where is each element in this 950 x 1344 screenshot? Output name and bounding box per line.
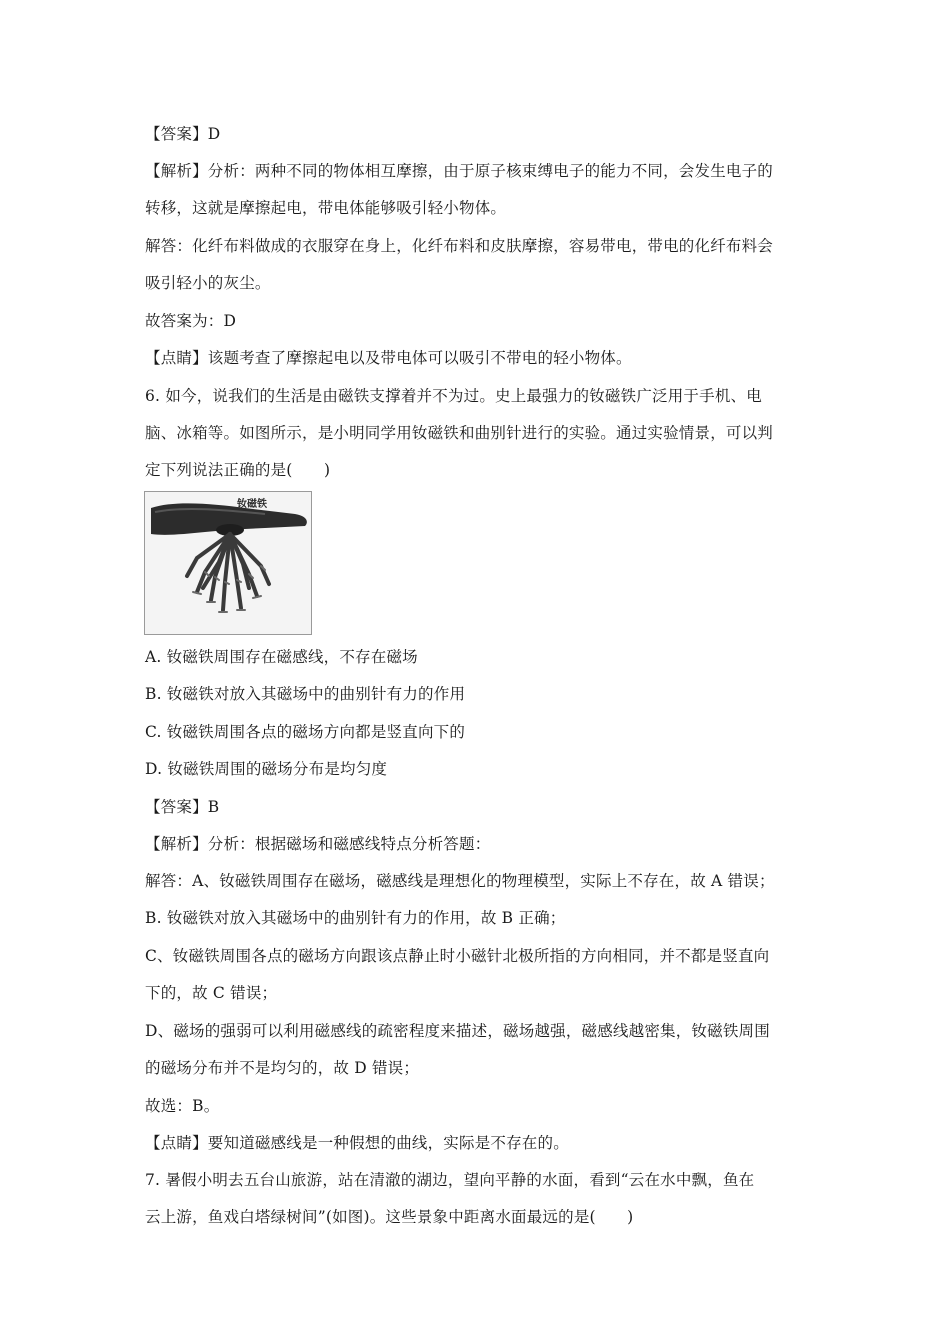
question-6-line3: 定下列说法正确的是( ) [145, 461, 331, 479]
question-7-line1: 7. 暑假小明去五台山旅游，站在清澈的湖边，望向平静的水面，看到“云在水中飘，鱼在 [145, 1171, 755, 1189]
solution-6-line3: C、钕磁铁周围各点的磁场方向跟该点静止时小磁针北极所指的方向相同，并不都是竖直向 [145, 947, 770, 965]
comment-5: 【点睛】该题考查了摩擦起电以及带电体可以吸引不带电的轻小物体。 [145, 349, 632, 367]
analysis-6: 【解析】分析：根据磁场和磁感线特点分析答题： [145, 835, 491, 853]
option-6a: A. 钕磁铁周围存在磁感线，不存在磁场 [145, 648, 418, 666]
figure-label: 钕磁铁 [237, 499, 267, 510]
option-6b: B. 钕磁铁对放入其磁场中的曲别针有力的作用 [145, 685, 466, 703]
solution-6-line2: B. 钕磁铁对放入其磁场中的曲别针有力的作用，故 B 正确； [145, 909, 566, 927]
analysis-5-line2: 转移，这就是摩擦起电，带电体能够吸引轻小物体。 [145, 199, 507, 217]
option-6c: C. 钕磁铁周围各点的磁场方向都是竖直向下的 [145, 723, 466, 741]
final-answer-5: 故答案为：D [145, 312, 237, 330]
option-6d: D. 钕磁铁周围的磁场分布是均匀度 [145, 760, 388, 778]
solution-6-line1: 解答：A、钕磁铁周围存在磁场，磁感线是理想化的物理模型，实际上不存在，故 A 错误； [145, 872, 775, 890]
solution-6-line4: 下的，故 C 错误； [145, 984, 278, 1002]
question-6-line1: 6. 如今，说我们的生活是由磁铁支撑着并不为过。史上最强力的钕磁铁广泛用于手机、电 [145, 387, 762, 405]
solution-6-line5: D、磁场的强弱可以利用磁感线的疏密程度来描述，磁场越强，磁感线越密集，钕磁铁周围 [145, 1022, 770, 1040]
magnet-paperclip-image [145, 492, 311, 634]
analysis-5-line1: 【解析】分析：两种不同的物体相互摩擦，由于原子核束缚电子的能力不同，会发生电子的 [145, 162, 774, 180]
question-6-line2: 脑、冰箱等。如图所示，是小明同学用钕磁铁和曲别针进行的实验。通过实验情景，可以判 [145, 424, 774, 442]
comment-6: 【点睛】要知道磁感线是一种假想的曲线，实际是不存在的。 [145, 1134, 569, 1152]
answer-5: 【答案】D [145, 125, 221, 143]
solution-5-line2: 吸引轻小的灰尘。 [145, 274, 271, 292]
solution-5-line1: 解答：化纤布料做成的衣服穿在身上，化纤布料和皮肤摩擦，容易带电，带电的化纤布料会 [145, 237, 774, 255]
question-7-line2: 云上游，鱼戏白塔绿树间”(如图)。这些景象中距离水面最远的是( ) [145, 1208, 634, 1226]
answer-6: 【答案】B [145, 798, 220, 816]
magnet-paperclip-figure [144, 491, 312, 635]
final-answer-6: 故选：B。 [145, 1097, 220, 1115]
solution-6-line6: 的磁场分布并不是均匀的，故 D 错误； [145, 1059, 420, 1077]
